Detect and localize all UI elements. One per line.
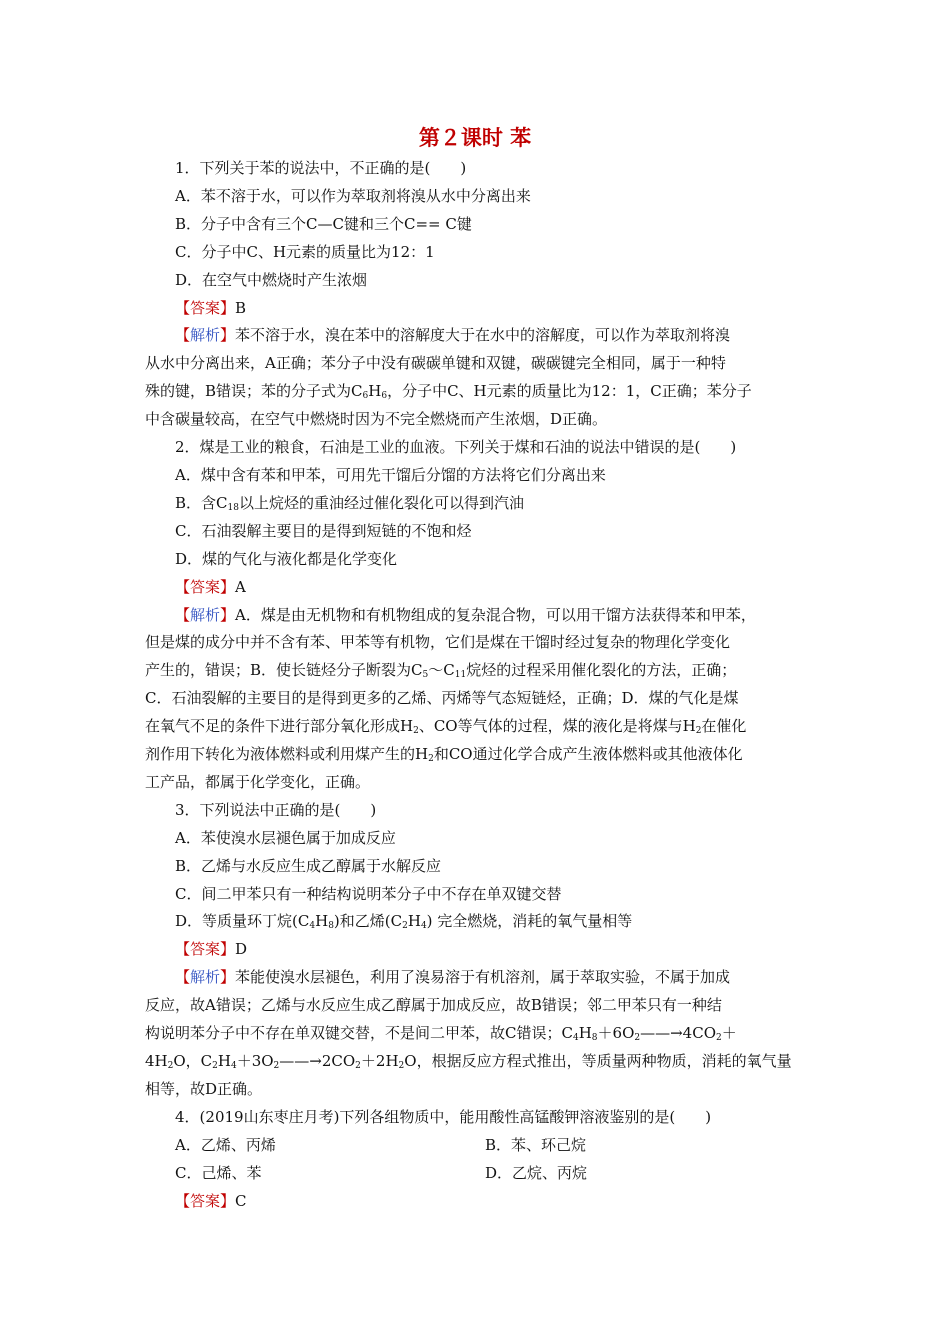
q2-option-d: D．煤的气化与液化都是化学变化	[175, 549, 398, 568]
q1-option-a: A．苯不溶于水，可以作为萃取剂将溴从水中分离出来	[175, 186, 531, 205]
q3-option-a: A．苯使溴水层褪色属于加成反应	[175, 828, 396, 847]
q3-analysis: 【解析】苯能使溴水层褪色，利用了溴易溶于有机溶剂，属于萃取实验，不属于加成 反应，故A错误；乙烯与水反应生成乙醇属于加成反应，故B错误；邻二甲苯只有一种结 构说明苯分子中不存在单双键交替，不是间二甲苯，故C错误；$C_4H_8+6O_2——\to 4CO_2+$ $4H_2O$，$C_2H_4+3O_2——\to 2CO_2+2H_2O$，根据反应方程式推出，等质量两种物质，消耗的氧气量 相等，故D正确。	[145, 968, 792, 1098]
q1-analysis: 【解析】苯不溶于水，溴在苯中的溶解度大于在水中的溶解度，可以作为萃取剂将溴 从水中分离出来，A正确；苯分子中没有碳碳单键和双键，碳碳键完全相同，属于一种特 殊的键，B错误；苯的分子式为$C_6H_6$，分子中C、H元素的质量比为12：1，C正确；苯分子 中含碳量较高，在空气中燃烧时因为不完全燃烧而产生浓烟，D正确。	[145, 326, 752, 429]
analysis-label: 【解析】	[175, 968, 236, 987]
q2-answer	[145, 574, 810, 602]
q1-option-b: B．分子中含有三个C—C键和三个C== C键	[175, 214, 472, 233]
q2-answer-value: A	[235, 577, 246, 596]
q1-option-d: D．在空气中燃烧时产生浓烟	[175, 270, 368, 289]
q4-option-a: A．乙烯、丙烯	[175, 1135, 276, 1154]
q3-option-b: B．乙烯与水反应生成乙醇属于水解反应	[175, 856, 442, 875]
answer-label: 【答案】	[175, 1191, 236, 1210]
q4-options-row-1	[145, 1132, 810, 1160]
q2-option-a: A．煤中含有苯和甲苯，可用先干馏后分馏的方法将它们分离出来	[175, 465, 606, 484]
q2-option-c: C．石油裂解主要目的是得到短链的不饱和烃	[175, 521, 472, 540]
q3-answer	[145, 936, 810, 964]
question-2-stem: 2．煤是工业的粮食，石油是工业的血液。下列关于煤和石油的说法中错误的是( )	[175, 438, 737, 457]
answer-label: 【答案】	[175, 940, 236, 959]
answer-label: 【答案】	[175, 577, 236, 596]
document-body	[145, 155, 810, 1215]
q3-option-d: D．等质量环丁烷$(C_4H_8)$和乙烯$(C_2H_4)$ 完全燃烧，消耗的氧气量相等	[175, 912, 633, 932]
q3-option-c: C．间二甲苯只有一种结构说明苯分子中不存在单双键交替	[175, 884, 562, 903]
q4-option-c: C．己烯、苯	[175, 1163, 262, 1182]
analysis-label: 【解析】	[175, 326, 236, 345]
q4-option-d: D．乙烷、丙烷	[485, 1163, 588, 1182]
q2-option-b: B．含$C_{18}$以上烷烃的重油经过催化裂化可以得到汽油	[175, 493, 524, 513]
q4-answer-value: C	[235, 1191, 247, 1210]
q4-option-b: B．苯、环己烷	[485, 1135, 587, 1154]
q1-option-c: C．分子中C、H元素的质量比为12：1	[175, 242, 435, 261]
answer-label: 【答案】	[175, 298, 236, 317]
question-1-stem: 1．下列关于苯的说法中，不正确的是( )	[175, 159, 467, 177]
q4-options-row-2	[145, 1160, 810, 1188]
q4-answer	[145, 1188, 810, 1216]
analysis-label: 【解析】	[175, 605, 236, 624]
q3-answer-value: D	[235, 940, 248, 959]
question-4-stem: 4．(2019山东枣庄月考)下列各组物质中，能用酸性高锰酸钾溶液鉴别的是( )	[175, 1107, 712, 1126]
q1-answer	[145, 295, 810, 323]
question-3-stem: 3．下列说法中正确的是( )	[175, 800, 377, 819]
page-title: 第２课时 苯	[418, 126, 532, 150]
q1-answer-value: B	[235, 298, 247, 317]
q2-analysis: 【解析】A．煤是由无机物和有机物组成的复杂混合物，可以用干馏方法获得苯和甲苯， 但是煤的成分中并不含有苯、甲苯等有机物，它们是煤在干馏时经过复杂的物理化学变化 产生的，错误；B．使长链烃分子断裂为$C_5\sim C_{11}$烷烃的过程采用催化裂化的方法，正确； C．石油裂解的主要目的是得到更多的乙烯、丙烯等气态短链烃，正确；D．煤的气化是煤 在氧气不足的条件下进行部分氧化形成$H_2$、CO等气体的过程，煤的液化是将煤与$H_2$在催化 剂作用下转化为液体燃料或利用煤产生的$H_2$和CO通过化学合成产生液体燃料或其他液体化 工产品，都属于化学变化，正确。	[145, 605, 756, 791]
